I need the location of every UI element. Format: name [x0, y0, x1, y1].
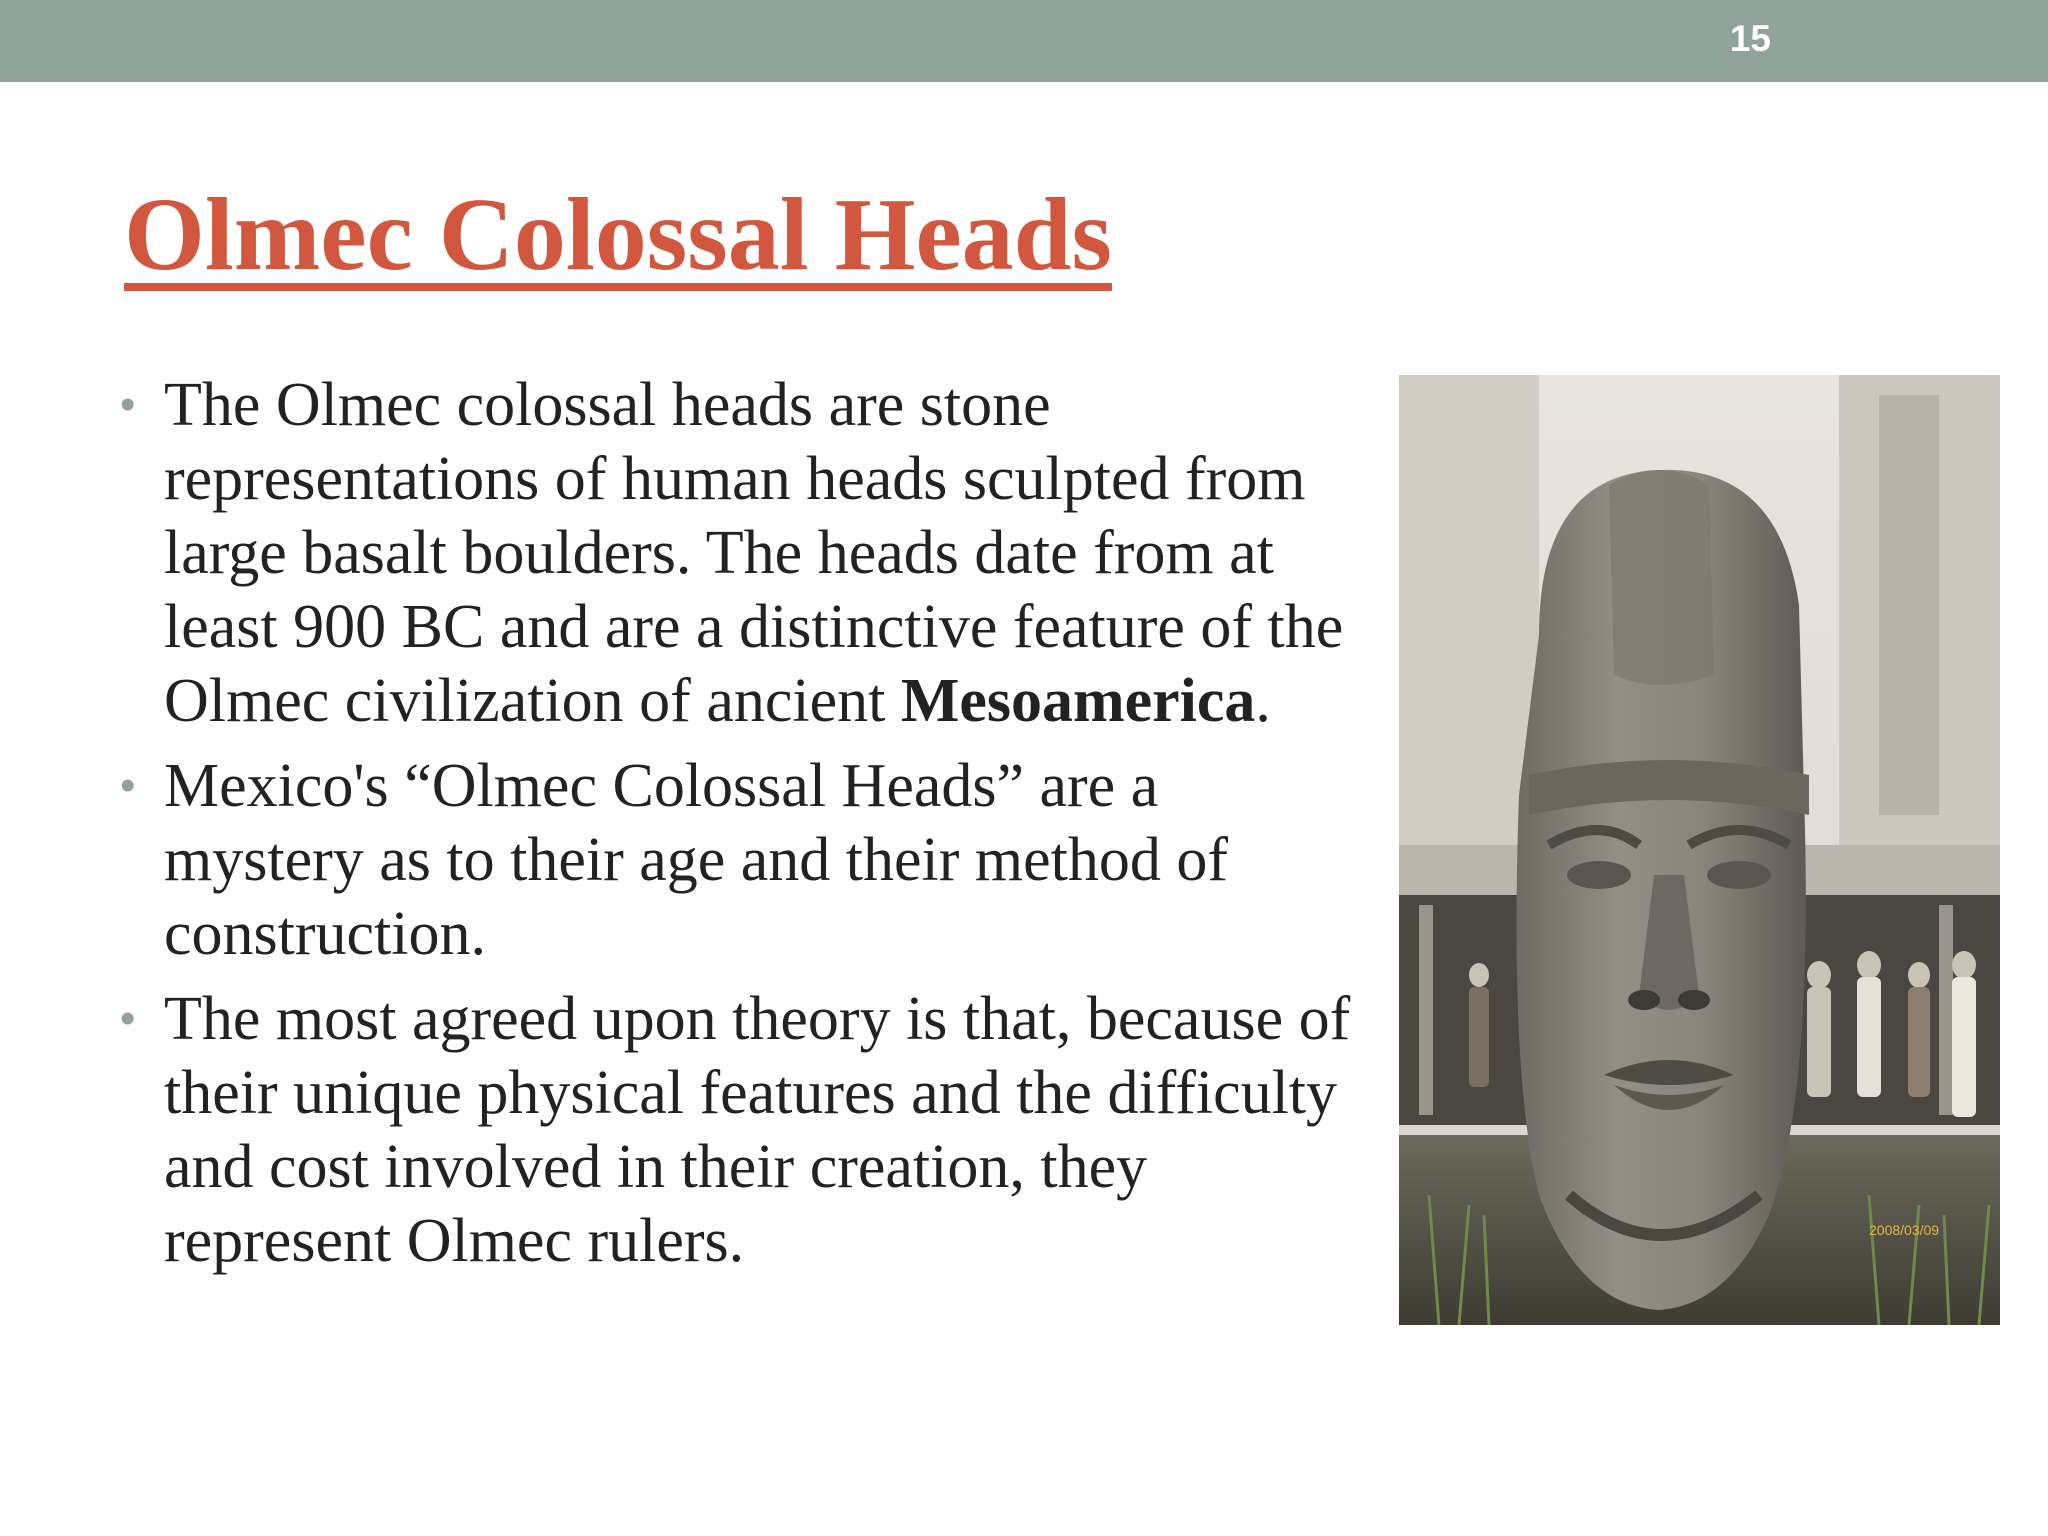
bullet-marker: • [120, 380, 136, 429]
bullet-text: Mexico's “Olmec Colossal Heads” are a mystery as to their age and their method of construction. [164, 752, 1229, 968]
olmec-head-photo [1399, 375, 2000, 1325]
bullet-marker: • [120, 994, 136, 1043]
bullet-text-main: The Olmec colossal heads are stone representations of human heads sculpted from large basalt boulders. The heads date from at least 900 BC and are a distinctive feature of the Olmec civilization of ancient [164, 371, 1344, 735]
bullet-text-after: . [1255, 667, 1271, 735]
bullet-list [120, 368, 1360, 1289]
photo-date-stamp: 2008/03/09 [1869, 1222, 1940, 1238]
bullet-item [120, 368, 1360, 738]
slide-title: Olmec Colossal Heads [124, 177, 1112, 292]
bullet-marker: • [120, 761, 136, 810]
bullet-item [120, 982, 1360, 1278]
bullet-text [164, 371, 1343, 735]
slide-number: 15 [1729, 18, 1771, 59]
bullet-text: The most agreed upon theory is that, because of their unique physical features and the difficulty and cost involved in their creation, they represent Olmec rulers. [164, 985, 1351, 1275]
bullet-item [120, 749, 1360, 971]
bullet-text-bold: Mesoamerica [900, 667, 1256, 735]
